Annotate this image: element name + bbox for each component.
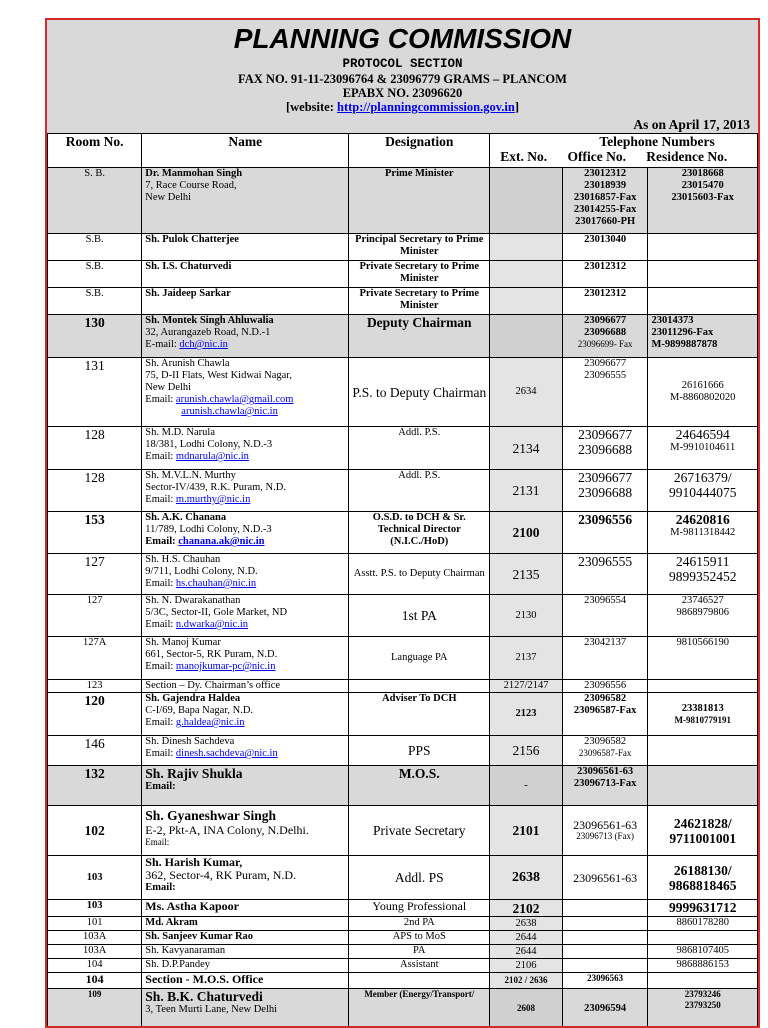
designation: Young Professional: [349, 900, 490, 917]
person-name: Sh. D.P.Pandey: [142, 959, 349, 973]
email-link[interactable]: mdnarula@nic.in: [176, 451, 249, 462]
room-no: 104: [48, 973, 142, 989]
person-name: Sh. M.V.L.N. Murthy: [145, 470, 345, 482]
office-no: 23096713-Fax: [566, 778, 645, 790]
person-name: Sh. Harish Kumar,: [145, 856, 345, 868]
office-no: 23096713 (Fax): [566, 831, 645, 842]
header: [47, 20, 758, 116]
person-name: Sh. Sanjeev Kumar Rao: [142, 931, 349, 945]
website-close: ]: [515, 100, 519, 114]
email-label: Email:: [145, 781, 345, 793]
residence-no: 8860178280: [648, 917, 758, 931]
office-no: 23096561-63: [566, 766, 645, 778]
room-no: 123: [48, 680, 142, 693]
table-row: [48, 806, 758, 856]
table-row: [48, 427, 758, 470]
residence-no: 23018668: [651, 168, 754, 180]
office-no: 23016857-Fax: [566, 192, 645, 204]
residence-no: 23011296-Fax: [651, 327, 754, 339]
office-no: 23096677: [566, 470, 645, 485]
designation: Addl. P.S.: [349, 427, 490, 470]
person-name: Sh. B.K. Chaturvedi: [145, 989, 345, 1004]
email-label: E-mail:: [145, 339, 179, 350]
room-no: 120: [48, 693, 142, 736]
office-no: 23096677: [566, 358, 645, 370]
office-no: 23096555: [566, 370, 645, 382]
residence-no: 9868886153: [648, 959, 758, 973]
table-row: [48, 234, 758, 261]
office-no: 23014255-Fax: [566, 204, 645, 216]
residence-no: 23793250: [651, 1000, 754, 1011]
residence-no: 9868818465: [651, 878, 754, 893]
column-header-row: [48, 134, 758, 168]
email-link[interactable]: g.haldea@nic.in: [176, 717, 245, 728]
ext-no: 2634: [490, 358, 563, 427]
col-ext: Ext. No.: [490, 149, 557, 164]
office-no: 23096699- Fax: [566, 339, 645, 350]
residence-no: 24646594: [651, 427, 754, 442]
email-label: Email:: [145, 837, 345, 848]
col-name: Name: [142, 134, 349, 168]
room-no: 104: [48, 959, 142, 973]
office-no: 23096688: [566, 327, 645, 339]
designation: M.O.S.: [349, 766, 490, 806]
designation: Private Secretary to Prime Minister: [349, 288, 490, 315]
section-title: PROTOCOL SECTION: [47, 56, 758, 72]
designation: P.S. to Deputy Chairman: [349, 358, 490, 427]
address: C-I/69, Bapa Nagar, N.D.: [145, 705, 345, 717]
table-row: [48, 973, 758, 989]
address: 32, Aurangazeb Road, N.D.-1: [145, 327, 345, 339]
residence-no: 23015470: [651, 180, 754, 192]
residence-no: 9711001001: [651, 831, 754, 846]
residence-no: M-8860802020: [651, 392, 754, 404]
room-no: 102: [48, 806, 142, 856]
ext-no: 2102 / 2636: [490, 973, 563, 989]
residence-no: 24621828/: [651, 816, 754, 831]
ext-no: 2137: [490, 637, 563, 680]
designation: O.S.D. to DCH & Sr. Technical Director (N.I.C./HoD): [349, 512, 490, 554]
ext-no: 2608: [490, 989, 563, 1028]
office-no: 23096556: [562, 512, 648, 554]
col-office: Office No.: [557, 149, 636, 164]
designation: Member (Energy/Transport/: [349, 989, 490, 1028]
designation: 1st PA: [349, 595, 490, 637]
email-link[interactable]: manojkumar-pc@nic.in: [176, 661, 276, 672]
designation: Prime Minister: [349, 168, 490, 234]
website-label: [website:: [286, 100, 337, 114]
table-row: [48, 470, 758, 512]
room-no: 128: [48, 427, 142, 470]
email-link[interactable]: hs.chauhan@nic.in: [176, 578, 256, 589]
room-no: S. B.: [48, 168, 142, 234]
email-link[interactable]: arunish.chawla@nic.in: [181, 406, 278, 417]
room-no: 101: [48, 917, 142, 931]
table-row: [48, 945, 758, 959]
email-label: Email:: [145, 748, 176, 759]
table-row: [48, 261, 758, 288]
designation: Language PA: [349, 637, 490, 680]
address: New Delhi: [145, 192, 345, 204]
room-no: S.B.: [48, 261, 142, 288]
address: 3, Teen Murti Lane, New Delhi: [145, 1004, 345, 1016]
email-label: Email:: [145, 619, 176, 630]
residence-no: M-9811318442: [651, 527, 754, 539]
designation: Deputy Chairman: [349, 315, 490, 358]
office-no: 23096587-Fax: [566, 748, 645, 759]
table-row: [48, 288, 758, 315]
person-name: Sh. M.D. Narula: [145, 427, 345, 439]
office-no: 23096688: [566, 485, 645, 500]
designation: Assistant: [349, 959, 490, 973]
address: 18/381, Lodhi Colony, N.D.-3: [145, 439, 345, 451]
person-name: Sh. Pulok Chatterjee: [142, 234, 349, 261]
email-label: Email:: [145, 394, 176, 405]
office-no: 23013040: [562, 234, 648, 261]
room-no: 131: [48, 358, 142, 427]
table-row: [48, 959, 758, 973]
designation: Asstt. P.S. to Deputy Chairman: [349, 554, 490, 595]
table-row: [48, 595, 758, 637]
room-no: 146: [48, 736, 142, 766]
email-label: Email:: [145, 536, 178, 547]
residence-no: 9999631712: [648, 900, 758, 917]
page-title: PLANNING COMMISSION: [47, 20, 758, 56]
epabx-line: EPABX NO. 23096620: [47, 86, 758, 100]
room-no: 103: [48, 900, 142, 917]
email-link[interactable]: chanana.ak@nic.in: [178, 536, 264, 547]
designation: 2nd PA: [349, 917, 490, 931]
ext-no: 2638: [490, 856, 563, 900]
person-name: Md. Akram: [142, 917, 349, 931]
ext-no: 2134: [490, 427, 563, 470]
ext-no: 2100: [490, 512, 563, 554]
residence-no: 23793246: [651, 989, 754, 1000]
directory-table: [47, 133, 758, 1028]
ext-no: 2127/2147: [490, 680, 563, 693]
office-no: 23017660-PH: [566, 216, 645, 228]
office-no: 23096555: [562, 554, 648, 595]
email-label: Email:: [145, 451, 176, 462]
residence-no: 26188130/: [651, 863, 754, 878]
person-name: Sh. A.K. Chanana: [145, 512, 345, 524]
room-no: 109: [48, 989, 142, 1028]
designation: Private Secretary to Prime Minister: [349, 261, 490, 288]
residence-no: 9810566190: [648, 637, 758, 680]
ext-no: 2644: [490, 931, 563, 945]
email-link[interactable]: m.murthy@nic.in: [176, 494, 250, 505]
residence-no: 24615911: [651, 554, 754, 569]
residence-no: 23381813: [651, 703, 754, 715]
person-name: Sh. H.S. Chauhan: [145, 554, 345, 566]
fax-line: FAX NO. 91-11-23096764 & 23096779 GRAMS – PLANCOM: [47, 72, 758, 86]
office-no: 23012312: [562, 288, 648, 315]
email-link[interactable]: dinesh.sachdeva@nic.in: [176, 748, 278, 759]
person-name: Sh. Manoj Kumar: [145, 637, 345, 649]
person-name: Section - M.O.S. Office: [142, 973, 349, 989]
designation: Addl. PS: [349, 856, 490, 900]
ext-no: -: [490, 766, 563, 806]
office-no: 23096688: [566, 442, 645, 457]
room-no: 127: [48, 595, 142, 637]
email-link[interactable]: n.dwarka@nic.in: [176, 619, 248, 630]
office-no: 23096587-Fax: [566, 705, 645, 717]
col-designation: Designation: [349, 134, 490, 168]
office-no: 23096554: [562, 595, 648, 637]
person-name: Sh. Gyaneshwar Singh: [145, 808, 345, 823]
ext-no: 2106: [490, 959, 563, 973]
person-name: Sh. Dinesh Sachdeva: [145, 736, 345, 748]
office-no: 23096677: [566, 427, 645, 442]
person-name: Sh. Gajendra Haldea: [145, 693, 345, 705]
ext-no: 2102: [490, 900, 563, 917]
residence-no: 9868107405: [648, 945, 758, 959]
residence-no: M-9910104611: [651, 442, 754, 454]
room-no: 103A: [48, 931, 142, 945]
residence-no: 24620816: [651, 512, 754, 527]
email-link[interactable]: arunish.chawla@gmail.com: [176, 394, 294, 405]
office-no: 23096556: [562, 680, 648, 693]
col-residence: Residence No.: [636, 149, 737, 164]
person-name: Section – Dy. Chairman’s office: [142, 680, 349, 693]
room-no: S.B.: [48, 288, 142, 315]
table-row: [48, 693, 758, 736]
email-label: Email:: [145, 578, 176, 589]
residence-no: 26161666: [651, 380, 754, 392]
table-row: [48, 680, 758, 693]
website-line: [47, 100, 758, 114]
directory-page: [45, 18, 760, 1028]
office-no: 23096561-63: [562, 856, 648, 900]
address: 661, Sector-5, RK Puram, N.D.: [145, 649, 345, 661]
designation: Private Secretary: [349, 806, 490, 856]
room-no: 128: [48, 470, 142, 512]
table-row: [48, 168, 758, 234]
room-no: 127A: [48, 637, 142, 680]
table-row: [48, 766, 758, 806]
ext-no: 2130: [490, 595, 563, 637]
residence-no: M-9899887878: [651, 339, 754, 351]
room-no: 153: [48, 512, 142, 554]
office-no: 23042137: [562, 637, 648, 680]
ext-no: 2644: [490, 945, 563, 959]
office-no: 23096563: [562, 973, 648, 989]
table-row: [48, 931, 758, 945]
office-no: 23012312: [566, 168, 645, 180]
person-name: Sh. Arunish Chawla: [145, 358, 345, 370]
office-no: 23096594: [562, 989, 648, 1028]
address: 9/711, Lodhi Colony, N.D.: [145, 566, 345, 578]
residence-no: 23015603-Fax: [651, 192, 754, 204]
room-no: 103: [48, 856, 142, 900]
designation: PPS: [349, 736, 490, 766]
room-no: 103A: [48, 945, 142, 959]
table-row: [48, 637, 758, 680]
residence-no: M-9810779191: [651, 715, 754, 726]
person-name: Ms. Astha Kapoor: [142, 900, 349, 917]
residence-no: 9899352452: [651, 569, 754, 584]
residence-no: 9910444075: [651, 485, 754, 500]
person-name: Sh. Kavyanaraman: [142, 945, 349, 959]
col-room: Room No.: [48, 134, 142, 168]
email-label: Email:: [145, 882, 345, 894]
person-name: Sh. N. Dwarakanathan: [145, 595, 345, 607]
address: E-2, Pkt-A, INA Colony, N.Delhi.: [145, 823, 345, 837]
address: 11/789, Lodhi Colony, N.D.-3: [145, 524, 345, 536]
address: 7, Race Course Road,: [145, 180, 345, 192]
ext-no: 2101: [490, 806, 563, 856]
designation: Addl. P.S.: [349, 470, 490, 512]
email-label: Email:: [145, 494, 176, 505]
table-row: [48, 917, 758, 931]
as-on-date: As on April 17, 2013: [47, 116, 758, 133]
office-no: 23096677: [566, 315, 645, 327]
address: 5/3C, Sector-II, Gole Market, ND: [145, 607, 345, 619]
address: 75, D-II Flats, West Kidwai Nagar,: [145, 370, 345, 382]
table-row: [48, 900, 758, 917]
table-row: [48, 315, 758, 358]
residence-no: 23014373: [651, 315, 754, 327]
table-row: [48, 989, 758, 1028]
table-row: [48, 736, 758, 766]
ext-no: 2135: [490, 554, 563, 595]
residence-no: 23746527: [651, 595, 754, 607]
office-no: 23018939: [566, 180, 645, 192]
ext-no: 2156: [490, 736, 563, 766]
email-label: Email:: [145, 717, 176, 728]
room-no: 127: [48, 554, 142, 595]
designation: Adviser To DCH: [349, 693, 490, 736]
office-no: 23012312: [562, 261, 648, 288]
person-name: Sh. I.S. Chaturvedi: [142, 261, 349, 288]
room-no: 132: [48, 766, 142, 806]
designation: APS to MoS: [349, 931, 490, 945]
room-no: 130: [48, 315, 142, 358]
ext-no: 2131: [490, 470, 563, 512]
designation: Principal Secretary to Prime Minister: [349, 234, 490, 261]
office-no: 23096582: [566, 736, 645, 748]
table-row: [48, 512, 758, 554]
office-no: 23096561-63: [566, 819, 645, 831]
table-row: [48, 358, 758, 427]
person-name: Dr. Manmohan Singh: [145, 168, 345, 180]
residence-no: 9868979806: [651, 607, 754, 619]
ext-no: 2123: [490, 693, 563, 736]
person-name: Sh. Jaideep Sarkar: [142, 288, 349, 315]
email-link[interactable]: dch@nic.in: [179, 339, 227, 350]
person-name: Sh. Rajiv Shukla: [145, 766, 345, 781]
designation: PA: [349, 945, 490, 959]
address: New Delhi: [145, 382, 345, 394]
address: 362, Sector-4, RK Puram, N.D.: [145, 868, 345, 882]
person-name: Sh. Montek Singh Ahluwalia: [145, 315, 345, 327]
email-label: Email:: [145, 661, 176, 672]
table-row: [48, 856, 758, 900]
col-telephone: Telephone Numbers: [557, 134, 757, 149]
table-row: [48, 554, 758, 595]
website-link[interactable]: http://planningcommission.gov.in: [337, 100, 515, 114]
address: Sector-IV/439, R.K. Puram, N.D.: [145, 482, 345, 494]
residence-no: 26716379/: [651, 470, 754, 485]
room-no: S.B.: [48, 234, 142, 261]
ext-no: 2638: [490, 917, 563, 931]
office-no: 23096582: [566, 693, 645, 705]
